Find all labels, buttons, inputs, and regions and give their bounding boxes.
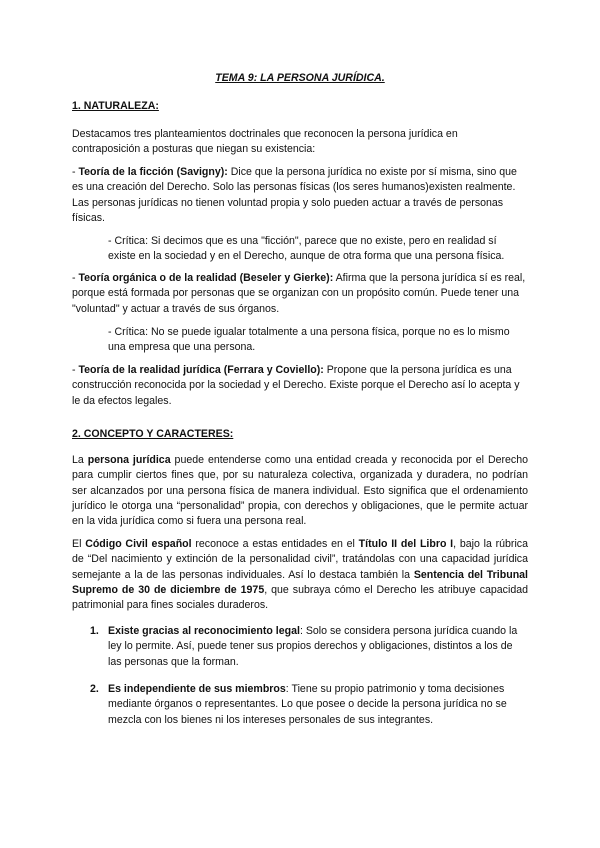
cc-g: , que subraya cómo el Derecho les atribuye capacidad patrimonial para fines sociales duraderos.	[72, 584, 528, 612]
theory-organic-critique: - Crítica: No se puede igualar totalmente a una persona física, porque no es lo mismo una empresa que una persona.	[108, 326, 510, 354]
concept-paragraph	[72, 453, 528, 530]
civil-code-paragraph	[72, 537, 528, 614]
theory-organic-prefix: -	[72, 272, 79, 284]
cc-e: , bajo la rúbrica de “Del nacimiento y extinción de la personalidad civil”, tratándolas con una capacidad jurídica semejante a la de las personas individuales. Así lo destaca también la	[72, 538, 528, 581]
list-item-2-bold: Es independiente de sus miembros	[108, 683, 286, 695]
theory-legal-reality-text: Propone que la persona jurídica es una construcción reconocida por la sociedad y el Derecho. Existe porque el Derecho así lo acepta y le da efectos legales.	[72, 364, 520, 407]
cc-a: El	[72, 538, 86, 550]
list-item-2-text: : Tiene su propio patrimonio y toma decisiones mediante órganos o representantes. Lo que posee o decide la persona jurídica no se mezcla con los bienes ni los intereses personales de sus integrantes.	[108, 683, 507, 726]
concept-a: La	[72, 454, 88, 466]
concept-c: puede entenderse como una entidad creada y reconocida por el Derecho para cumplir ciertos fines que, por su naturaleza colectiva, organizada y duradera, no podrían ser alcanzados por una persona física de manera individual. Esto significa que el ordenamiento jurídico le otorga una “personalidad” propia, con derechos y obligaciones, que le permite actuar en la vida jurídica como si fuera una persona real.	[72, 454, 528, 528]
cc-code: Código Civil español	[85, 538, 192, 550]
section2-heading: 2. CONCEPTO Y CARACTERES:	[72, 428, 234, 440]
theory-legal-reality-name: Teoría de la realidad jurídica (Ferrara y Coviello):	[78, 364, 324, 376]
theory-fiction-prefix: -	[72, 166, 79, 178]
theory-legal-reality	[72, 363, 528, 409]
list-item-2-number: 2.	[90, 683, 99, 695]
document-title: TEMA 9: LA PERSONA JURÍDICA.	[215, 72, 385, 84]
cc-c: reconoce a estas entidades en el	[191, 538, 359, 550]
section1-heading: 1. NATURALEZA:	[72, 100, 159, 112]
list-item-1-bold: Existe gracias al reconocimiento legal	[108, 625, 300, 637]
list-item-1-text: : Solo se considera persona jurídica cuando la ley lo permite. Así, puede tener sus propios derechos y obligaciones, distintos a los de las personas que la forman.	[108, 625, 518, 668]
theory-fiction-name: Teoría de la ficción (Savigny):	[78, 166, 228, 178]
cc-title: Título II del Libro I	[358, 538, 454, 550]
theory-organic-text: Afirma que la persona jurídica sí es real, porque está formada por personas que se organizan con un propósito común. Puede tener una "voluntad" y actuar a través de sus órganos.	[72, 272, 526, 315]
list-item-2	[108, 682, 528, 728]
theory-fiction-text: Dice que la persona jurídica no existe por sí misma, sino que es una creación del Derecho. Solo las personas físicas (los seres humanos)existen realmente. Las personas jurídicas no tienen voluntad propia y solo pueden actuar a través de personas físicas.	[72, 166, 517, 225]
concept-term: persona jurídica	[87, 454, 171, 466]
theory-fiction	[72, 165, 528, 226]
list-item-1	[108, 624, 528, 670]
cc-sentence: Sentencia del Tribunal Supremo de 30 de diciembre de 1975	[72, 568, 528, 597]
theory-organic-name: Teoría orgánica o de la realidad (Beseler y Gierke):	[78, 272, 334, 284]
theory-organic	[72, 271, 528, 317]
theory-legal-reality-prefix: -	[72, 364, 79, 376]
list-item-1-number: 1.	[90, 625, 99, 637]
theory-fiction-critique: - Crítica: Si decimos que es una "ficción", parece que no existe, pero en realidad sí existe en la sociedad y en el Derecho, aunque de otra forma que una persona física.	[108, 235, 505, 263]
section1-intro: Destacamos tres planteamientos doctrinales que reconocen la persona jurídica en contraposición a posturas que niegan su existencia:	[72, 128, 458, 156]
